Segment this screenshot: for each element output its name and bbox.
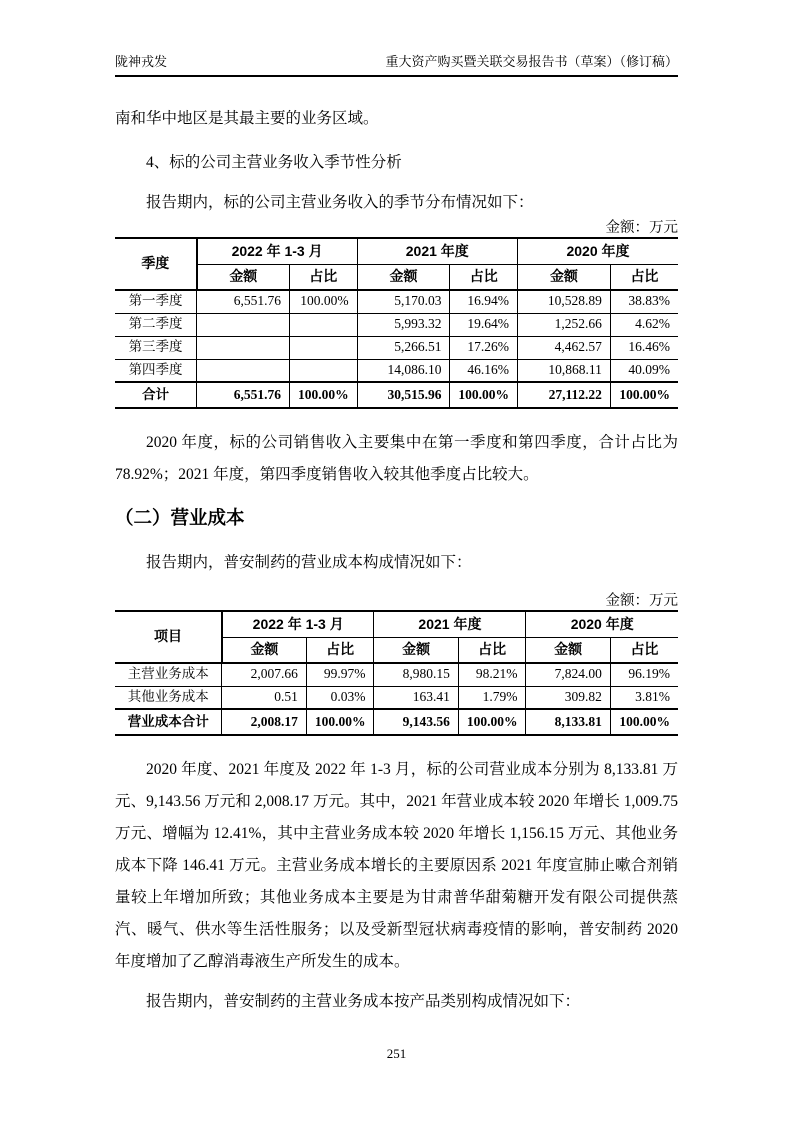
operating-cost-table (115, 610, 678, 736)
row-label: 第一季度 (115, 290, 197, 313)
table-cell: 30,515.96 (357, 382, 450, 408)
table-cell: 10,868.11 (518, 359, 611, 382)
table-row (115, 663, 678, 686)
table-cell: 38.83% (610, 290, 678, 313)
table-cell: 309.82 (526, 686, 610, 709)
unit-label: 金额：万元 (605, 593, 678, 609)
row-label: 第三季度 (115, 336, 197, 359)
table-subheader: 占比 (610, 264, 678, 290)
table-cell: 16.94% (450, 290, 518, 313)
table-cell (290, 336, 358, 359)
table-row (115, 686, 678, 709)
table-subheader: 占比 (306, 637, 374, 663)
table-cell: 3.81% (610, 686, 678, 709)
table-cell: 4,462.57 (518, 336, 611, 359)
table-subheader: 金额 (222, 637, 306, 663)
table-period-header: 2021 年度 (374, 611, 526, 637)
table-cell: 100.00% (458, 709, 526, 735)
table-cell: 27,112.22 (518, 382, 611, 408)
table-cell (197, 336, 290, 359)
table-cell: 46.16% (450, 359, 518, 382)
table-subheader: 占比 (610, 637, 678, 663)
table-cell: 16.46% (610, 336, 678, 359)
table-cell: 5,170.03 (357, 290, 450, 313)
unit-label: 金额：万元 (605, 220, 678, 236)
table-period-header: 2022 年 1-3 月 (197, 238, 357, 264)
table-subheader: 占比 (450, 264, 518, 290)
table-corner-header: 季度 (115, 238, 197, 290)
table-cell: 9,143.56 (374, 709, 458, 735)
table-cell: 10,528.89 (518, 290, 611, 313)
table-subheader-row (115, 264, 678, 290)
table-row (115, 290, 678, 313)
table-cell: 100.00% (610, 709, 678, 735)
table-corner-header: 项目 (115, 611, 222, 663)
table-cell: 100.00% (290, 290, 358, 313)
table-cell: 96.19% (610, 663, 678, 686)
row-label: 第二季度 (115, 313, 197, 336)
table-cell: 163.41 (374, 686, 458, 709)
table-cell (197, 313, 290, 336)
table-subheader: 占比 (458, 637, 526, 663)
table-total-row (115, 709, 678, 735)
table-cell: 100.00% (610, 382, 678, 408)
table-cell: 17.26% (450, 336, 518, 359)
paragraph-cost-intro: 报告期内，普安制药的营业成本构成情况如下： (146, 554, 472, 571)
table-subheader: 金额 (374, 637, 458, 663)
table-cell: 5,993.32 (357, 313, 450, 336)
row-label: 其他业务成本 (115, 686, 222, 709)
table-total-row (115, 382, 678, 408)
table-cell: 0.03% (306, 686, 374, 709)
table-cell: 1,252.66 (518, 313, 611, 336)
table-cell: 40.09% (610, 359, 678, 382)
table-subheader: 金额 (357, 264, 450, 290)
table-cell: 2,007.66 (222, 663, 306, 686)
table-cell: 7,824.00 (526, 663, 610, 686)
paragraph-season-analysis: 2020 年度，标的公司销售收入主要集中在第一季度和第四季度，合计占比为 78.92%；2021 年度，第四季度销售收入较其他季度占比较大。 (115, 434, 678, 483)
table-group-header-row (115, 611, 678, 637)
table-cell: 8,133.81 (526, 709, 610, 735)
table-cell (197, 359, 290, 382)
table-subheader: 金额 (518, 264, 611, 290)
paragraph-product-intro: 报告期内，普安制药的主营业务成本按产品类别构成情况如下： (146, 993, 581, 1010)
table-cell: 1.79% (458, 686, 526, 709)
table-group-header-row (115, 238, 678, 264)
season-revenue-table (115, 237, 678, 409)
table-cell (290, 313, 358, 336)
header-report-title: 重大资产购买暨关联交易报告书（草案）（修订稿） (385, 54, 678, 69)
table-cell: 100.00% (290, 382, 358, 408)
table-cell: 4.62% (610, 313, 678, 336)
table-cell (290, 359, 358, 382)
table-cell: 98.21% (458, 663, 526, 686)
paragraph-region-continuation: 南和华中地区是其最主要的业务区域。 (115, 110, 379, 127)
row-label: 主营业务成本 (115, 663, 222, 686)
table-cell: 100.00% (306, 709, 374, 735)
table-cell: 0.51 (222, 686, 306, 709)
table-cell: 6,551.76 (197, 290, 290, 313)
header-company-name: 陇神戎发 (115, 54, 168, 69)
paragraph-season-intro: 报告期内，标的公司主营业务收入的季节分布情况如下： (146, 194, 534, 211)
table-cell: 2,008.17 (222, 709, 306, 735)
table-period-header: 2021 年度 (357, 238, 517, 264)
table-subheader: 占比 (290, 264, 358, 290)
page-header (115, 0, 678, 77)
table-cell: 19.64% (450, 313, 518, 336)
row-label: 营业成本合计 (115, 709, 222, 735)
table-period-header: 2020 年度 (518, 238, 679, 264)
table-cell: 6,551.76 (197, 382, 290, 408)
heading-season-analysis: 4、标的公司主营业务收入季节性分析 (146, 154, 402, 171)
table-period-header: 2022 年 1-3 月 (222, 611, 374, 637)
table-row (115, 359, 678, 382)
table-row (115, 313, 678, 336)
paragraph-cost-analysis: 2020 年度、2021 年度及 2022 年 1-3 月，标的公司营业成本分别为 8,133.81 万元、9,143.56 万元和 2,008.17 万元。其中，2021 年营业成本较 2020 年增长 1,009.75 万元、增幅为 12.41%，其中主营业务成本较 2020 年增长 1,156.15 万元、其他业务成本下降 146.41 万元。主营业务成本增长的主要原因系 2021 年度宣肺止嗽合剂销量较上年增加所致；其他业务成本主要是为甘肃普华甜菊糖开发有限公司提供蒸汽、暖气、供水等生活性服务；以及受新型冠状病毒疫情的影响，普安制药 2020 年度增加了乙醇消毒液生产所发生的成本。 (115, 761, 678, 970)
row-label: 第四季度 (115, 359, 197, 382)
table-row (115, 336, 678, 359)
table-subheader: 金额 (197, 264, 290, 290)
table-subheader: 金额 (526, 637, 610, 663)
page-number: 251 (386, 1046, 407, 1061)
table-cell: 99.97% (306, 663, 374, 686)
table-cell: 8,980.15 (374, 663, 458, 686)
heading-operating-cost: （二）营业成本 (115, 507, 245, 528)
table-cell: 100.00% (450, 382, 518, 408)
table-cell: 5,266.51 (357, 336, 450, 359)
row-label: 合计 (115, 382, 197, 408)
table-cell: 14,086.10 (357, 359, 450, 382)
table-period-header: 2020 年度 (526, 611, 678, 637)
